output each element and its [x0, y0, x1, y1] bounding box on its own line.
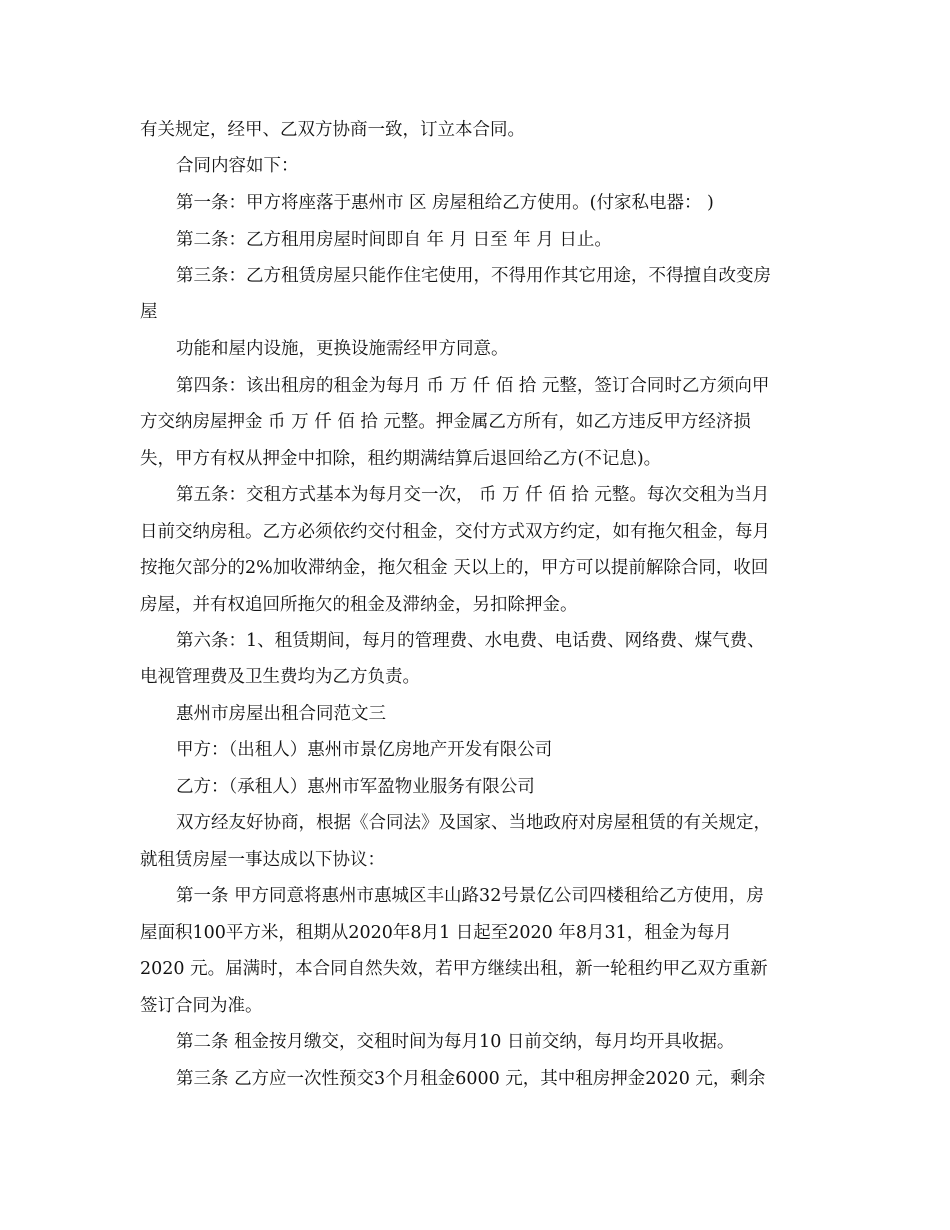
- clause-1-line: 第一条：甲方将座落于惠州市 区 房屋租给乙方使用。(付家私电器： ): [176, 193, 714, 213]
- clause-5-line: 第五条：交租方式基本为每月交一次， 币 万 仟 佰 拾 元整。每次交租为当月: [176, 485, 770, 505]
- text-line: 方交纳房屋押金 币 万 仟 佰 拾 元整。押金属乙方所有，如乙方违反甲方经济损: [140, 412, 751, 432]
- text-line: 电视管理费及卫生费均为乙方负责。: [140, 667, 420, 687]
- text-line: 有关规定，经甲、乙双方协商一致，订立本合同。: [140, 120, 525, 140]
- text-line: 日前交纳房租。乙方必须依约交付租金，交付方式双方约定，如有拖欠租金，每月: [140, 522, 770, 542]
- text-line: 屋面积100平方米，租期从2020年8月1 日起至2020 年8月31，租金为每月: [140, 923, 732, 943]
- party-a-line: 甲方：（出租人）惠州市景亿房地产开发有限公司: [176, 740, 553, 760]
- text-line: 签订合同为准。: [140, 996, 263, 1016]
- preamble-line: 双方经友好协商，根据《合同法》及国家、当地政府对房屋租赁的有关规定，: [176, 813, 771, 833]
- text-line: 功能和屋内设施，更换设施需经甲方同意。: [176, 339, 509, 359]
- party-b-line: 乙方：（承租人）惠州市军盈物业服务有限公司: [176, 777, 535, 797]
- article-2-line: 第二条 租金按月缴交，交租时间为每月10 日前交纳，每月均开具收据。: [176, 1032, 735, 1052]
- section-title: 惠州市房屋出租合同范文三: [176, 704, 386, 724]
- text-line: 按拖欠部分的2%加收滞纳金，拖欠租金 天以上的，甲方可以提前解除合同，收回: [140, 558, 769, 578]
- clause-3-line: 第三条：乙方租赁房屋只能作住宅使用，不得用作其它用途，不得擅自改变房: [176, 266, 771, 286]
- text-line: 失，甲方有权从押金中扣除，租约期满结算后退回给乙方(不记息)。: [140, 449, 662, 469]
- text-line: 2020 元。届满时，本合同自然失效，若甲方继续出租，新一轮租约甲乙双方重新: [140, 959, 768, 979]
- clause-6-line: 第六条：1、租赁期间，每月的管理费、水电费、电话费、网络费、煤气费、: [176, 631, 765, 651]
- text-line: 房屋，并有权追回所拖欠的租金及滞纳金，另扣除押金。: [140, 595, 578, 615]
- text-line: 屋: [140, 302, 158, 322]
- text-line: 就租赁房屋一事达成以下协议：: [140, 850, 385, 870]
- article-3-line: 第三条 乙方应一次性预交3个月租金6000 元，其中租房押金2020 元，剩余: [176, 1069, 766, 1089]
- text-line: 合同内容如下：: [176, 156, 299, 176]
- clause-4-line: 第四条：该出租房的租金为每月 币 万 仟 佰 拾 元整，签订合同时乙方须向甲: [176, 376, 770, 396]
- clause-2-line: 第二条：乙方租用房屋时间即自 年 月 日至 年 月 日止。: [176, 230, 612, 250]
- article-1-line: 第一条 甲方同意将惠州市惠城区丰山路32号景亿公司四楼租给乙方使用，房: [176, 886, 764, 906]
